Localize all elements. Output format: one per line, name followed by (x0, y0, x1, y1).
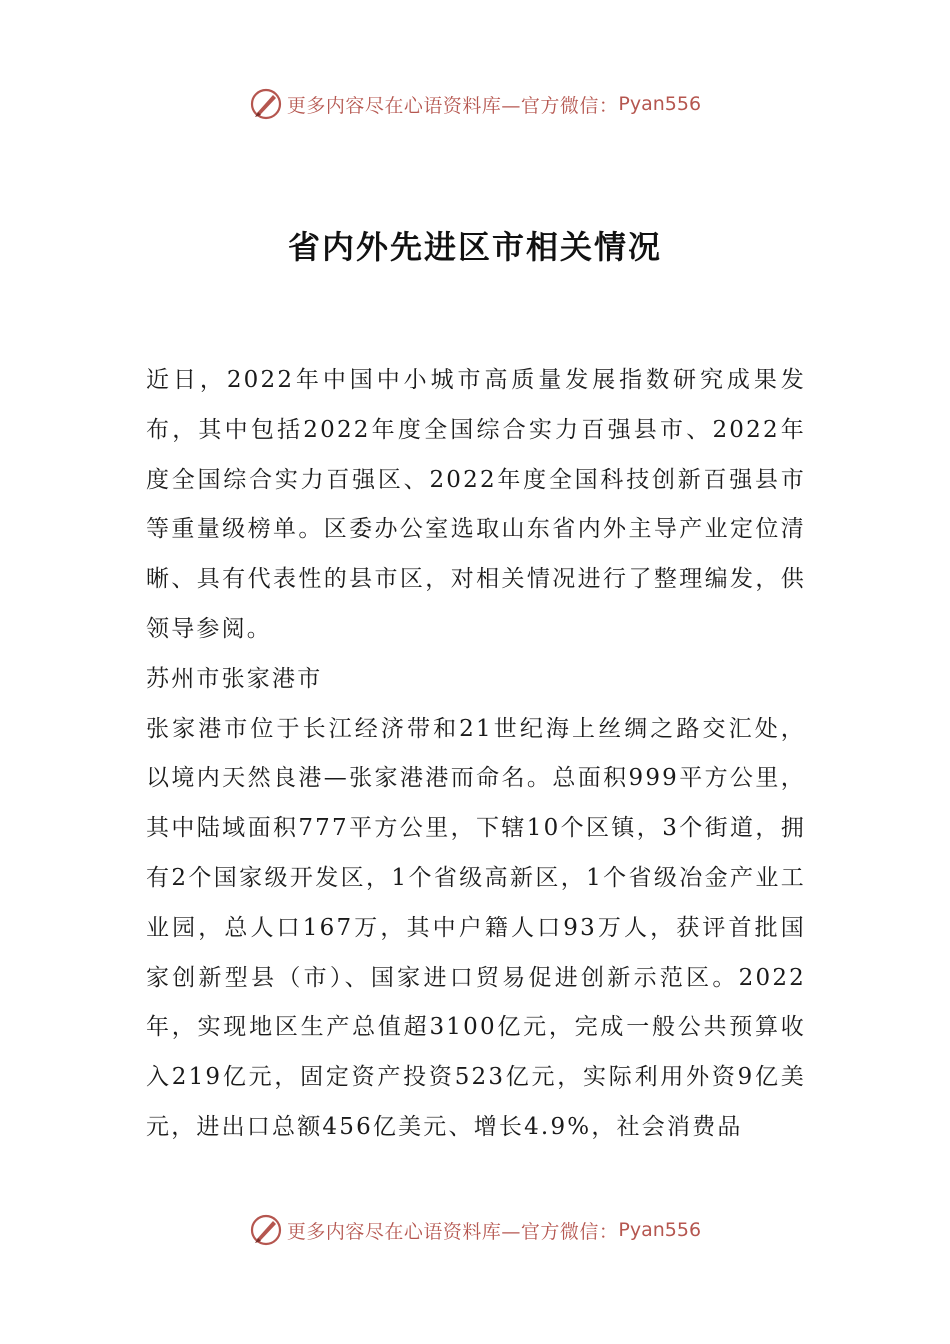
footer-watermark (0, 1210, 950, 1250)
watermark-text: 更多内容尽在心语资料库—官方微信： (286, 1220, 619, 1243)
document-body (146, 356, 806, 1153)
header-watermark (0, 84, 950, 124)
section-paragraph: 张家港市位于长江经济带和21世纪海上丝绸之路交汇处，以境内天然良港—张家港港而命名。总面积999平方公里，其中陆域面积777平方公里，下辖10个区镇，3个街道，拥有2个国家级开发区，1个省级高新区，1个省级冶金产业工业园，总人口167万，其中户籍人口93万人，获评首批国家创新型县（市）、国家进口贸易促进创新示范区。2022年，实现地区生产总值超3100亿元，完成一般公共预算收入219亿元，固定资产投资523亿元，实际利用外资9亿美元，进出口总额456亿美元、增长4.9%，社会消费品 (146, 715, 806, 1140)
pen-circle-icon (249, 1213, 283, 1247)
section-heading: 苏州市张家港市 (146, 665, 323, 692)
intro-paragraph: 近日，2022年中国中小城市高质量发展指数研究成果发布，其中包括2022年度全国综合实力百强县市、2022年度全国综合实力百强区、2022年度全国科技创新百强县市等重量级榜单。区委办公室选取山东省内外主导产业定位清晰、具有代表性的县市区，对相关情况进行了整理编发，供领导参阅。 (146, 367, 806, 642)
pen-circle-icon (249, 87, 283, 121)
watermark-text: 更多内容尽在心语资料库—官方微信： (286, 94, 619, 117)
page-title: 省内外先进区市相关情况 (287, 228, 662, 266)
watermark-wechat-id: Pyan556 (618, 1219, 702, 1241)
watermark-wechat-id: Pyan556 (618, 93, 702, 115)
